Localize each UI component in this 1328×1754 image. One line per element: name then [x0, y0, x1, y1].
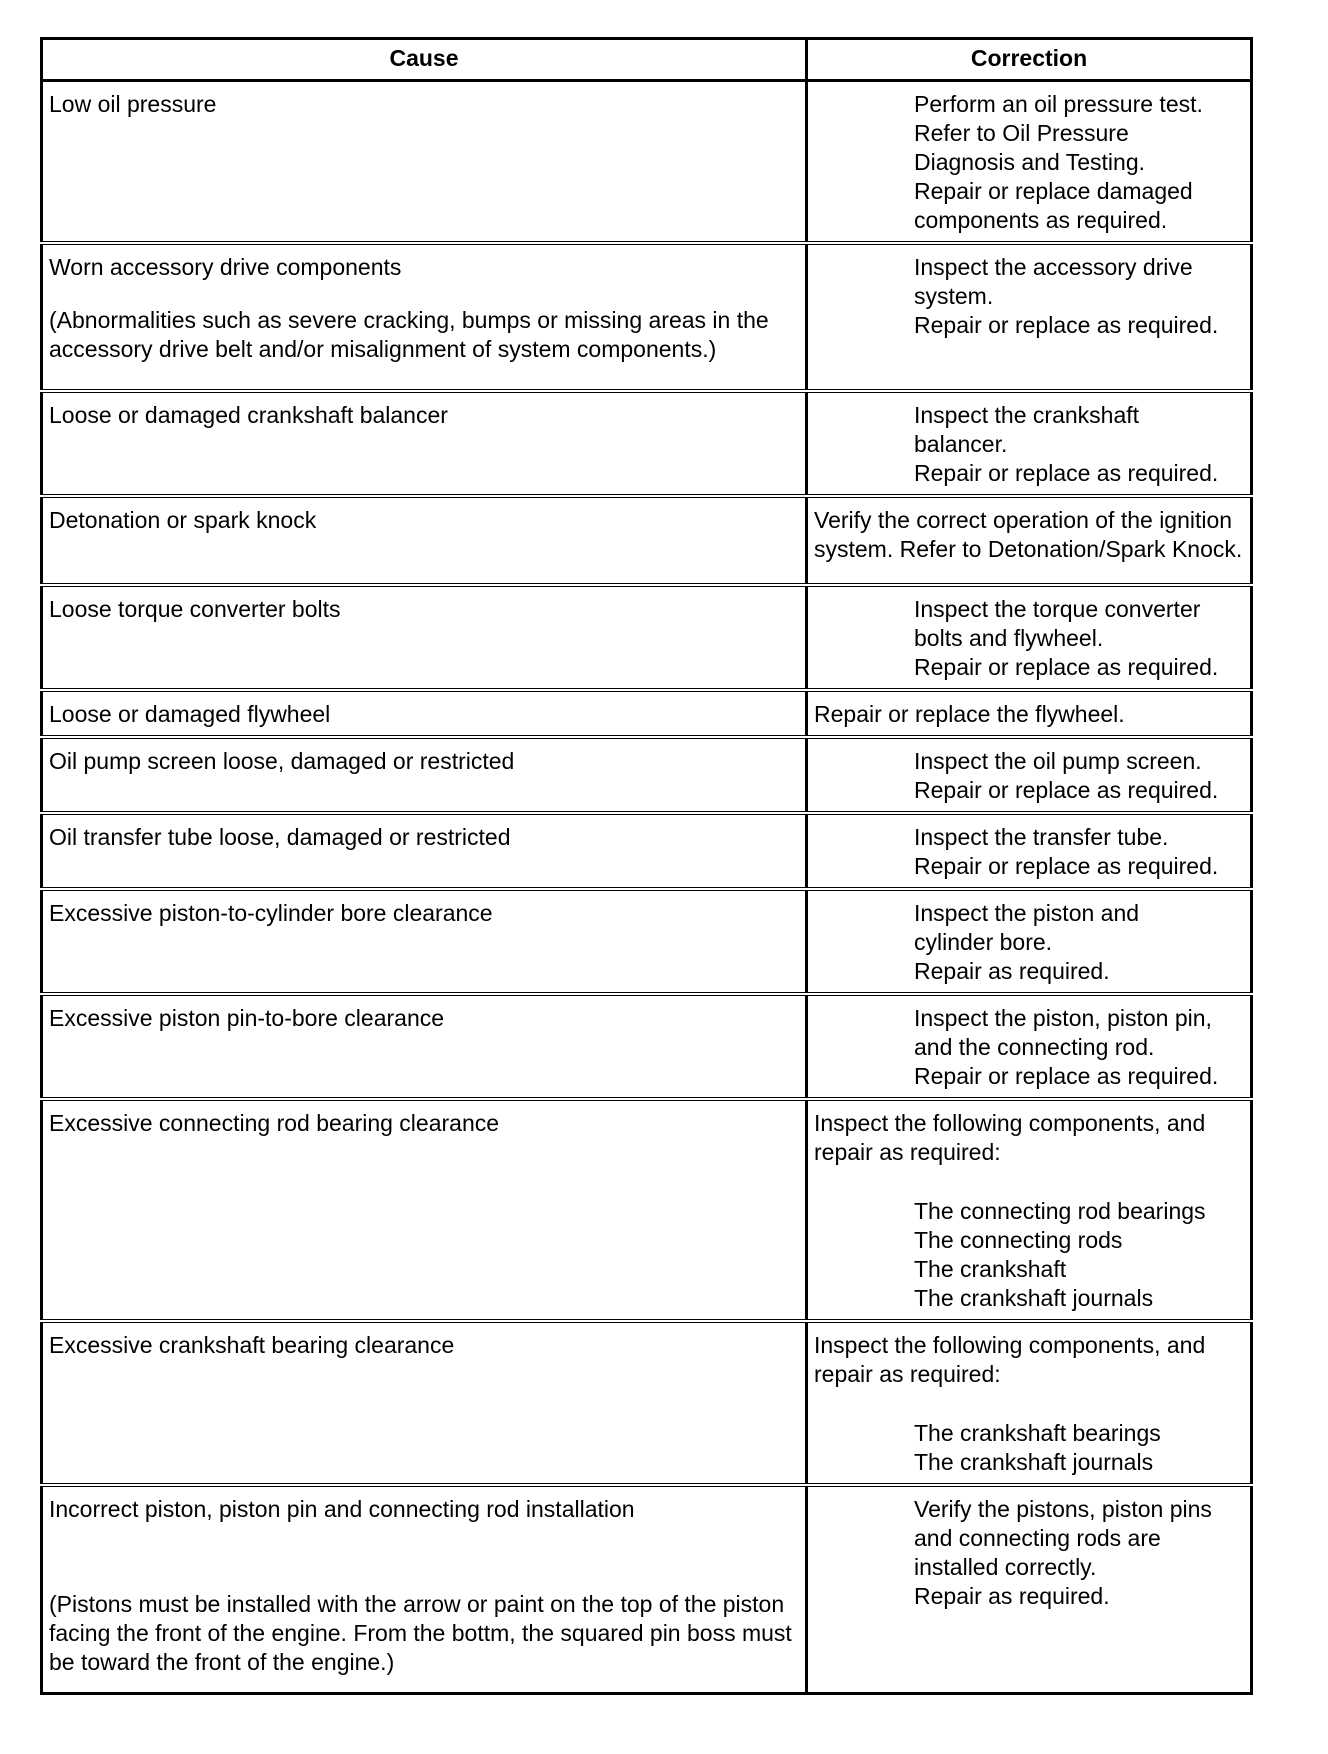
correction-line: Repair or replace as required. [914, 1063, 1219, 1089]
table-header-row [42, 39, 1252, 81]
table-row [42, 243, 1252, 391]
correction-line: Repair as required. [914, 958, 1110, 984]
correction-line: Repair or replace as required. [914, 460, 1219, 486]
correction-cell [807, 1485, 1252, 1693]
correction-line: Diagnosis and Testing. [914, 149, 1145, 175]
correction-line: cylinder bore. [914, 929, 1053, 955]
table-row [42, 690, 1252, 737]
correction-cell [807, 585, 1252, 690]
cause-cell [42, 889, 807, 994]
correction-cell [807, 1321, 1252, 1485]
correction-cell [807, 889, 1252, 994]
cause-text: Oil pump screen loose, damaged or restricted [49, 748, 515, 774]
cause-column-header: Cause [42, 39, 807, 81]
cause-cell [42, 737, 807, 813]
cause-text: Incorrect piston, piston pin and connecting rod installation [49, 1496, 635, 1522]
table-row [42, 994, 1252, 1099]
list-item: The crankshaft bearings [914, 1420, 1161, 1446]
correction-line: Inspect the crankshaft [914, 402, 1140, 428]
table-row [42, 496, 1252, 585]
correction-text: Inspect the following components, and repair as required: [814, 1110, 1206, 1165]
cause-text: Excessive crankshaft bearing clearance [49, 1332, 455, 1358]
correction-cell [807, 994, 1252, 1099]
correction-line: Inspect the torque converter [914, 596, 1201, 622]
correction-line: Repair or replace as required. [914, 654, 1219, 680]
cause-cell [42, 243, 807, 391]
correction-cell [807, 496, 1252, 585]
cause-text: Excessive piston-to-cylinder bore clearance [49, 900, 493, 926]
correction-cell [807, 690, 1252, 737]
cause-cell [42, 391, 807, 496]
cause-cell [42, 994, 807, 1099]
cause-text: Excessive piston pin-to-bore clearance [49, 1005, 445, 1031]
correction-line: Inspect the oil pump screen. [914, 748, 1202, 774]
cause-text: Detonation or spark knock [49, 507, 317, 533]
diagnostic-table [40, 37, 1253, 1695]
correction-line: Repair or replace damaged [914, 178, 1193, 204]
cause-cell [42, 813, 807, 889]
correction-line: Verify the pistons, piston pins [914, 1496, 1212, 1522]
list-item: The connecting rod bearings [914, 1198, 1206, 1224]
table-row [42, 585, 1252, 690]
component-list [814, 1197, 1244, 1313]
correction-line: Inspect the piston, piston pin, [914, 1005, 1212, 1031]
correction-cell [807, 1099, 1252, 1321]
correction-text: Inspect the following components, and repair as required: [814, 1332, 1206, 1387]
correction-line: installed correctly. [914, 1554, 1097, 1580]
correction-text: Repair or replace the flywheel. [814, 701, 1125, 727]
table-row [42, 737, 1252, 813]
correction-line: Inspect the accessory drive [914, 254, 1193, 280]
cause-cell [42, 1485, 807, 1693]
cause-cell [42, 1321, 807, 1485]
cause-text: Low oil pressure [49, 91, 217, 117]
list-item: The connecting rods [914, 1227, 1123, 1253]
cause-text: Excessive connecting rod bearing clearance [49, 1110, 500, 1136]
correction-line: balancer. [914, 431, 1008, 457]
correction-line: Repair as required. [914, 1583, 1110, 1609]
correction-line: bolts and flywheel. [914, 625, 1104, 651]
correction-line: components as required. [914, 207, 1168, 233]
correction-cell [807, 813, 1252, 889]
cause-text: Loose or damaged flywheel [49, 701, 331, 727]
correction-line: and connecting rods are [914, 1525, 1161, 1551]
correction-cell [807, 737, 1252, 813]
correction-column-header: Correction [807, 39, 1252, 81]
cause-text: Loose or damaged crankshaft balancer [49, 402, 448, 428]
cause-cell [42, 496, 807, 585]
correction-text: Verify the correct operation of the ignition system. Refer to Detonation/Spark Knock. [814, 507, 1243, 562]
cause-note: (Pistons must be installed with the arrow or paint on the top of the piston facing the front of the engine. From the bottm, the squared pin boss must be toward the front of the engine.) [49, 1591, 792, 1675]
cause-cell [42, 81, 807, 244]
cause-text: Oil transfer tube loose, damaged or restricted [49, 824, 511, 850]
table-row [42, 889, 1252, 994]
table-row [42, 391, 1252, 496]
correction-cell [807, 81, 1252, 244]
correction-line: Inspect the transfer tube. [914, 824, 1169, 850]
correction-line: Repair or replace as required. [914, 312, 1219, 338]
table-row [42, 1321, 1252, 1485]
cause-text: Worn accessory drive components [49, 254, 402, 280]
table-row [42, 813, 1252, 889]
cause-cell [42, 1099, 807, 1321]
list-item: The crankshaft journals [914, 1285, 1154, 1311]
correction-line: Inspect the piston and [914, 900, 1140, 926]
list-item: The crankshaft [914, 1256, 1067, 1282]
table-row [42, 81, 1252, 244]
cause-text: Loose torque converter bolts [49, 596, 341, 622]
table-row [42, 1485, 1252, 1693]
correction-line: Repair or replace as required. [914, 777, 1219, 803]
cause-cell [42, 585, 807, 690]
correction-cell [807, 391, 1252, 496]
correction-line: and the connecting rod. [914, 1034, 1155, 1060]
table-row [42, 1099, 1252, 1321]
cause-cell [42, 690, 807, 737]
correction-line: Refer to Oil Pressure [914, 120, 1129, 146]
correction-line: system. [914, 283, 994, 309]
correction-cell [807, 243, 1252, 391]
correction-line: Perform an oil pressure test. [914, 91, 1203, 117]
cause-note: (Abnormalities such as severe cracking, bumps or missing areas in the accessory drive belt and/or misalignment of system components.) [49, 307, 769, 362]
list-item: The crankshaft journals [914, 1449, 1154, 1475]
component-list [814, 1419, 1244, 1477]
correction-line: Repair or replace as required. [914, 853, 1219, 879]
